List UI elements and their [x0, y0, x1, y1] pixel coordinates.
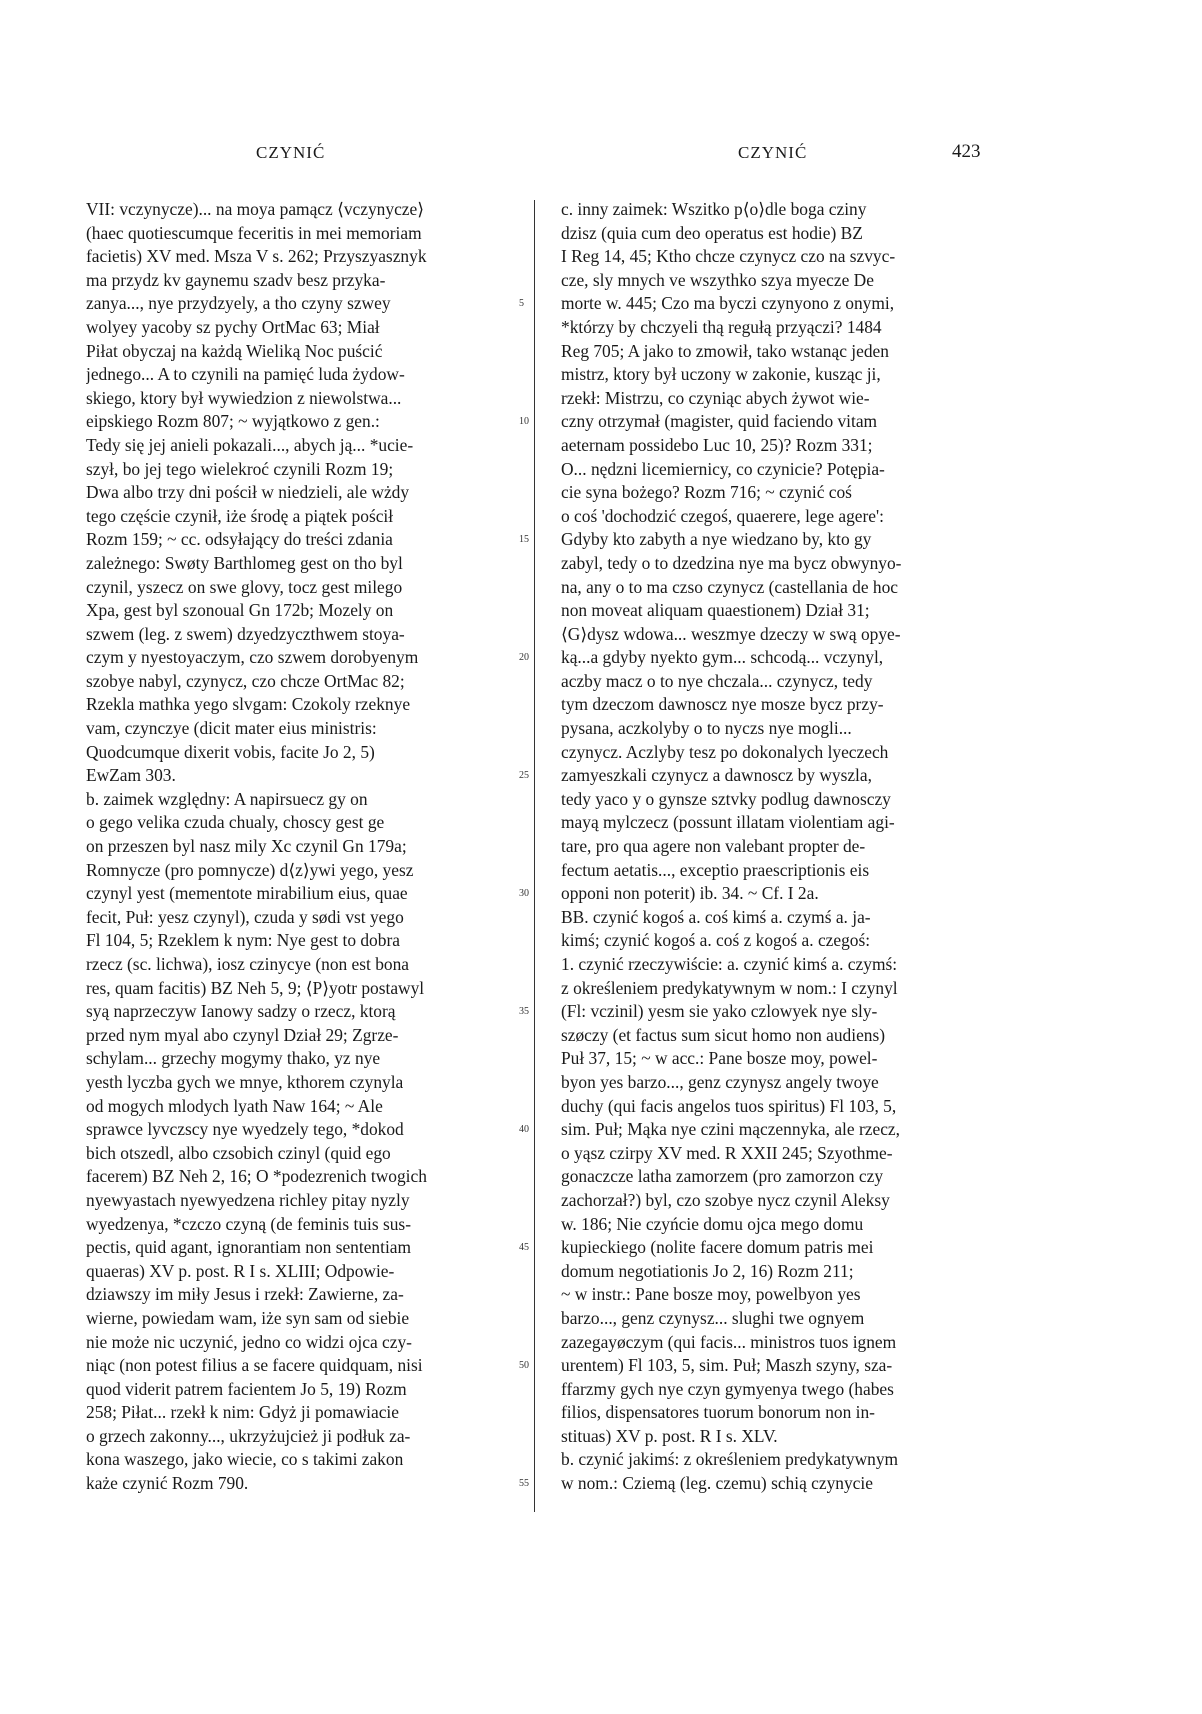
text-line: ffarzmy gych nye czyn gymyenya twego (habes	[561, 1378, 894, 1399]
text-line: dzisz (quia cum deo operatus est hodie) BZ	[561, 222, 863, 243]
text-line: Rzekla mathka yego slvgam: Czokoly rzeknye	[86, 694, 411, 715]
text-line: nie może nic uczynić, jedno co widzi ojca czy-	[86, 1331, 412, 1352]
text-line: urentem) Fl 103, 5, sim. Puł; Maszh szyny, sza-	[561, 1355, 893, 1376]
text-line: kupieckiego (nolite facere domum patris mei	[561, 1237, 874, 1258]
text-line: zabyl, tedy o to dzedzina nye ma bycz obwynyo-	[561, 552, 902, 573]
text-line: Rozm 159; ~ cc. odsyłający do treści zdania	[86, 529, 393, 550]
text-line: od mogych mlodych lyath Naw 164; ~ Ale	[86, 1095, 383, 1116]
text-line: duchy (qui facis angelos tuos spiritus) Fl 103, 5,	[561, 1095, 897, 1116]
column-divider	[534, 200, 535, 1512]
text-line: nyewyastach nyewyedzena richley pitay nyzly	[86, 1189, 410, 1210]
text-line: czynycz. Aczlyby tesz po dokonalych lyeczech	[561, 741, 889, 762]
right-column	[561, 198, 991, 1496]
text-line: tare, pro qua agere non valebant propter de-	[561, 836, 866, 857]
text-line: czynyl yest (mementote mirabilium eius, quae	[86, 883, 408, 904]
text-line: opponi non poterit) ib. 34. ~ Cf. I 2a.	[561, 883, 819, 904]
text-line: I Reg 14, 45; Ktho chcze czynycz czo na szvyc-	[561, 246, 896, 267]
left-column	[86, 198, 512, 1496]
text-line: niąc (non potest filius a se facere quidquam, nisi	[86, 1355, 423, 1376]
text-line: o yąsz czirpy XV med. R XXII 245; Szyothme-	[561, 1142, 893, 1163]
text-line: każe czynić Rozm 790.	[86, 1473, 249, 1494]
text-line: *którzy by chczyeli thą regułą przyączi? 1484	[561, 316, 882, 337]
text-line: Tedy się jej anieli pokazali..., abych ją... *ucie-	[86, 434, 414, 455]
text-line: szøczy (et factus sum sicut homo non audiens)	[561, 1024, 886, 1045]
text-line: zanya..., nye przydzyely, a tho czyny szwey	[86, 293, 391, 314]
text-line: zależnego: Swøty Barthlomeg gest on tho byl	[86, 552, 403, 573]
text-line: non moveat aliquam quaestionem) Dział 31;	[561, 600, 870, 621]
text-line: przed nym myal abo czynyl Dział 29; Zgrze-	[86, 1024, 399, 1045]
text-line: (haec quotiescumque feceritis in mei memoriam	[86, 222, 422, 243]
text-line: yesth lyczba gych we mnye, kthorem czynyla	[86, 1071, 404, 1092]
line-number: 5	[519, 298, 524, 310]
text-line: Quodcumque dixerit vobis, facite Jo 2, 5)	[86, 741, 375, 762]
line-number: 10	[519, 416, 529, 428]
text-line: zazegayøczym (qui facis... ministros tuos ignem	[561, 1331, 897, 1352]
text-line: ~ w instr.: Pane bosze moy, powelbyon yes	[561, 1284, 861, 1305]
text-line: Romnycze (pro pomnycze) d⟨z⟩ywi yego, yesz	[86, 859, 414, 880]
text-line: quod viderit patrem facientem Jo 5, 19) Rozm	[86, 1378, 407, 1399]
text-line: sprawce lyvczscy nye wyedzely tego, *dokod	[86, 1119, 404, 1140]
text-line: on przeszen byl nasz mily Xc czynil Gn 179a;	[86, 836, 407, 857]
text-line: czynil, yszecz on swe glovy, tocz gest milego	[86, 576, 403, 597]
text-line: wyedzenya, *czczo czyną (de feminis tuis sus-	[86, 1213, 411, 1234]
line-number: 55	[519, 1478, 529, 1490]
text-line: cze, sly mnych ve wszythko szya myecze De	[561, 269, 874, 290]
text-line: tego częście czynił, iże środę a piątek pościł	[86, 505, 394, 526]
text-line: o grzech zakonny..., ukrzyżujcież ji podłuk za-	[86, 1425, 411, 1446]
text-line: quaeras) XV p. post. R I s. XLIII; Odpowie-	[86, 1260, 395, 1281]
text-line: w nom.: Cziemą (leg. czemu) schią czynycie	[561, 1473, 873, 1494]
text-line: syą naprzeczyw Ianowy sadzy o rzecz, ktorą	[86, 1001, 396, 1022]
text-line: 258; Piłat... rzekł k nim: Gdyż ji pomawiacie	[86, 1402, 399, 1423]
text-line: Xpa, gest byl szonoual Gn 172b; Mozely on	[86, 600, 394, 621]
text-line: na, any o to ma czso czynycz (castellania de hoc	[561, 576, 899, 597]
line-number: 40	[519, 1124, 529, 1136]
text-line: Reg 705; A jako to zmowił, tako wstanąc jeden	[561, 340, 889, 361]
line-number: 45	[519, 1242, 529, 1254]
text-line: kona waszego, jako wiecie, co s takimi zakon	[86, 1449, 404, 1470]
text-line: szwem (leg. z swem) dzyedzyczthwem stoya-	[86, 623, 405, 644]
line-number: 15	[519, 534, 529, 546]
text-line: morte w. 445; Czo ma byczi czynyono z onymi,	[561, 293, 895, 314]
text-line: ką...a gdyby nyekto gym... schcodą... vczynyl,	[561, 647, 884, 668]
text-line: gonaczcze latha zamorzem (pro zamorzon czy	[561, 1166, 884, 1187]
text-line: (Fl: vczinil) yesm sie yako czlowyek nye sly-	[561, 1001, 878, 1022]
text-line: barzo..., genz czynysz... slughi twe ognyem	[561, 1307, 865, 1328]
text-line: skiego, ktory był wywiedzion z niewolstwa...	[86, 387, 402, 408]
text-line: z określeniem predykatywnym w nom.: I czynyl	[561, 977, 898, 998]
text-line: stituas) XV p. post. R I s. XLV.	[561, 1425, 778, 1446]
text-line: o gego velika czuda chualy, choscy gest ge	[86, 812, 385, 833]
text-line: o coś 'dochodzić czegoś, quaerere, lege agere':	[561, 505, 884, 526]
text-line: Dwa albo trzy dni pościł w niedzieli, ale wżdy	[86, 482, 410, 503]
text-line: c. inny zaimek: Wszitko p⟨o⟩dle boga cziny	[561, 199, 867, 219]
text-line: res, quam facitis) BZ Neh 5, 9; ⟨P⟩yotr postawyl	[86, 977, 425, 998]
text-line: pectis, quid agant, ignorantiam non sententiam	[86, 1237, 412, 1258]
page-number: 423	[952, 141, 981, 162]
text-line: domum negotiationis Jo 2, 16) Rozm 211;	[561, 1260, 854, 1281]
text-line: O... nędzni licemiernicy, co czynicie? Potępia-	[561, 458, 885, 479]
text-line: ⟨G⟩dysz wdowa... weszmye dzeczy w swą opye-	[561, 623, 901, 644]
text-line: Fl 104, 5; Rzeklem k nym: Nye gest to dobra	[86, 930, 400, 951]
header-left-title: CZYNIĆ	[256, 143, 326, 162]
text-line: szobye nabyl, czynycz, czo chcze OrtMac 82;	[86, 670, 405, 691]
line-number: 30	[519, 888, 529, 900]
text-line: wierne, powiedam wam, iże syn sam od siebie	[86, 1307, 410, 1328]
text-line: rzekł: Mistrzu, co czyniąc abych żywot wie-	[561, 387, 870, 408]
text-line: sim. Puł; Mąka nye czini mączennyka, ale rzecz,	[561, 1119, 900, 1140]
text-line: 1. czynić rzeczywiście: a. czynić kimś a. czymś:	[561, 954, 898, 974]
text-line: czym y nyestoyaczym, czo szwem dorobyenym	[86, 647, 419, 668]
text-line: ma przydz kv gaynemu szadv besz przyka-	[86, 269, 386, 290]
text-line: fecit, Puł: yesz czynyl), czuda y sødi vst yego	[86, 906, 404, 927]
text-line: Piłat obyczaj na każdą Wieliką Noc puścić	[86, 340, 383, 361]
text-line: fectum aetatis..., exceptio praescriptionis eis	[561, 859, 870, 880]
text-line: BB. czynić kogoś a. coś kimś a. czymś a. ja-	[561, 906, 871, 927]
text-line: mayą mylczecz (possunt illatam violentiam agi-	[561, 812, 895, 833]
text-line: dziawszy im miły Jesus i rzekł: Zawierne, za-	[86, 1284, 404, 1305]
text-line: eipskiego Rozm 807; ~ wyjątkowo z gen.:	[86, 411, 380, 432]
text-line: tedy yaco y o gynsze sztvky podlug dawnosczy	[561, 788, 891, 809]
line-number: 50	[519, 1360, 529, 1372]
text-line: zachorzał?) byl, czo szobye nycz czynil Aleksy	[561, 1189, 890, 1210]
line-number: 20	[519, 652, 529, 664]
text-line: wolyey yacoby sz pychy OrtMac 63; Miał	[86, 316, 380, 337]
text-line: facietis) XV med. Msza V s. 262; Przyszyasznyk	[86, 246, 427, 267]
text-line: mistrz, ktory był uczony w zakonie, kusząc ji,	[561, 364, 881, 385]
text-line: cie syna bożego? Rozm 716; ~ czynić coś	[561, 482, 852, 503]
text-line: bich otszedl, albo czsobich czinyl (quid ego	[86, 1142, 391, 1163]
text-line: aczby macz o to nye chczala... czynycz, tedy	[561, 670, 873, 691]
text-line: jednego... A to czynili na pamięć luda żydow-	[86, 364, 405, 385]
text-line: kimś; czynić kogoś a. coś z kogoś a. czegoś:	[561, 930, 871, 951]
text-line: aeternam possidebo Luc 10, 25)? Rozm 331;	[561, 434, 873, 455]
text-line: vam, czynczye (dicit mater eius ministris:	[86, 718, 377, 739]
line-number: 35	[519, 1006, 529, 1018]
text-line: schylam... grzechy mogymy thako, yz nye	[86, 1048, 381, 1069]
text-line: byon yes barzo..., genz czynysz angely twoye	[561, 1071, 879, 1092]
text-line: EwZam 303.	[86, 765, 176, 786]
text-line: tym dzeczom dawnoscz nye mosze bycz przy-	[561, 694, 884, 715]
text-line: Gdyby kto zabyth a nye wiedzano by, kto gy	[561, 529, 872, 550]
text-line: szył, bo jej tego wielekroć czynili Rozm 19;	[86, 458, 394, 479]
text-line: b. czynić jakimś: z określeniem predykatywnym	[561, 1449, 899, 1470]
text-line: b. zaimek względny: A napirsuecz gy on	[86, 788, 368, 809]
text-line: rzecz (sc. lichwa), iosz czinycye (non est bona	[86, 954, 410, 974]
text-line: Puł 37, 15; ~ w acc.: Pane bosze moy, powel-	[561, 1048, 878, 1069]
text-line: VII: vczynycze)... na moya pamącz ⟨vczynycze⟩	[86, 199, 425, 219]
line-number: 25	[519, 770, 529, 782]
header-right-title: CZYNIĆ	[738, 143, 808, 162]
text-line: facerem) BZ Neh 2, 16; O *podezrenich twogich	[86, 1166, 427, 1187]
text-line: czny otrzymał (magister, quid faciendo vitam	[561, 411, 878, 432]
text-line: zamyeszkali czynycz a dawnoscz by wyszla,	[561, 765, 872, 786]
text-line: w. 186; Nie czyńcie domu ojca mego domu	[561, 1213, 864, 1234]
text-line: pysana, aczkolyby o to nyczs nye mogli...	[561, 718, 852, 739]
text-line: filios, dispensatores tuorum bonorum non in-	[561, 1402, 875, 1423]
